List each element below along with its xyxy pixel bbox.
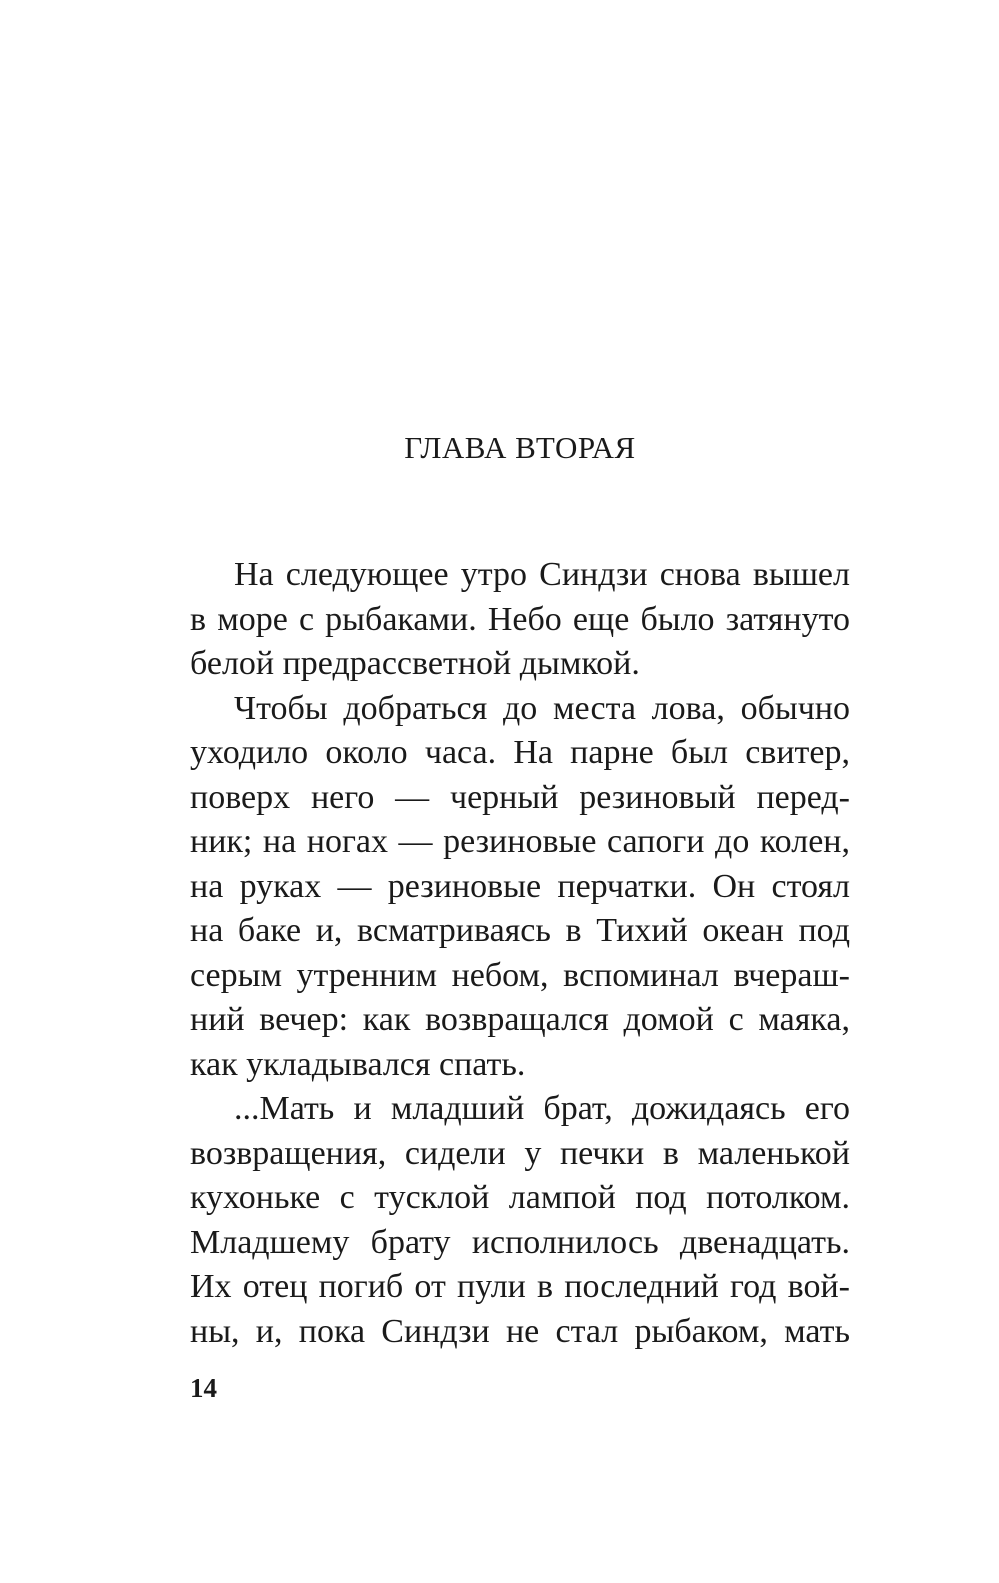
- text-line: кухоньке с тусклой лампой под потолком.: [190, 1179, 850, 1216]
- text-line: в море с рыбаками. Небо еще было затянуто: [190, 600, 850, 638]
- text-line: возвращения, сидели у печки в маленькой: [190, 1134, 850, 1172]
- text-line: Чтобы добраться до места лова, обычно: [234, 689, 850, 727]
- text-line: Их отец погиб от пули в последний год вой-: [190, 1268, 850, 1305]
- text-line: уходило около часа. На парне был свитер,: [190, 734, 850, 771]
- page-number: 14: [190, 1373, 217, 1403]
- body-text: [190, 553, 850, 1354]
- text-line: ны, и, пока Синдзи не стал рыбаком, мать: [190, 1312, 850, 1350]
- text-line: на руках — резиновые перчатки. Он стоял: [190, 867, 850, 905]
- text-line: на баке и, всматриваясь в Тихий океан под: [190, 912, 850, 949]
- text-line: как укладывался спать.: [190, 1045, 526, 1083]
- text-line: ...Мать и младший брат, дожидаясь его: [234, 1090, 850, 1127]
- text-line: поверх него — черный резиновый перед-: [190, 778, 850, 816]
- chapter-title: ГЛАВА ВТОРАЯ: [404, 430, 636, 465]
- text-line: серым утренним небом, вспоминал вчераш-: [190, 956, 850, 994]
- text-line: Младшему брату исполнилось двенадцать.: [190, 1223, 850, 1261]
- text-line: На следующее утро Синдзи снова вышел: [234, 556, 850, 593]
- text-line: ний вечер: как возвращался домой с маяка,: [190, 1001, 850, 1038]
- text-line: ник; на ногах — резиновые сапоги до колен,: [190, 823, 850, 860]
- text-line: белой предрассветной дымкой.: [190, 645, 640, 682]
